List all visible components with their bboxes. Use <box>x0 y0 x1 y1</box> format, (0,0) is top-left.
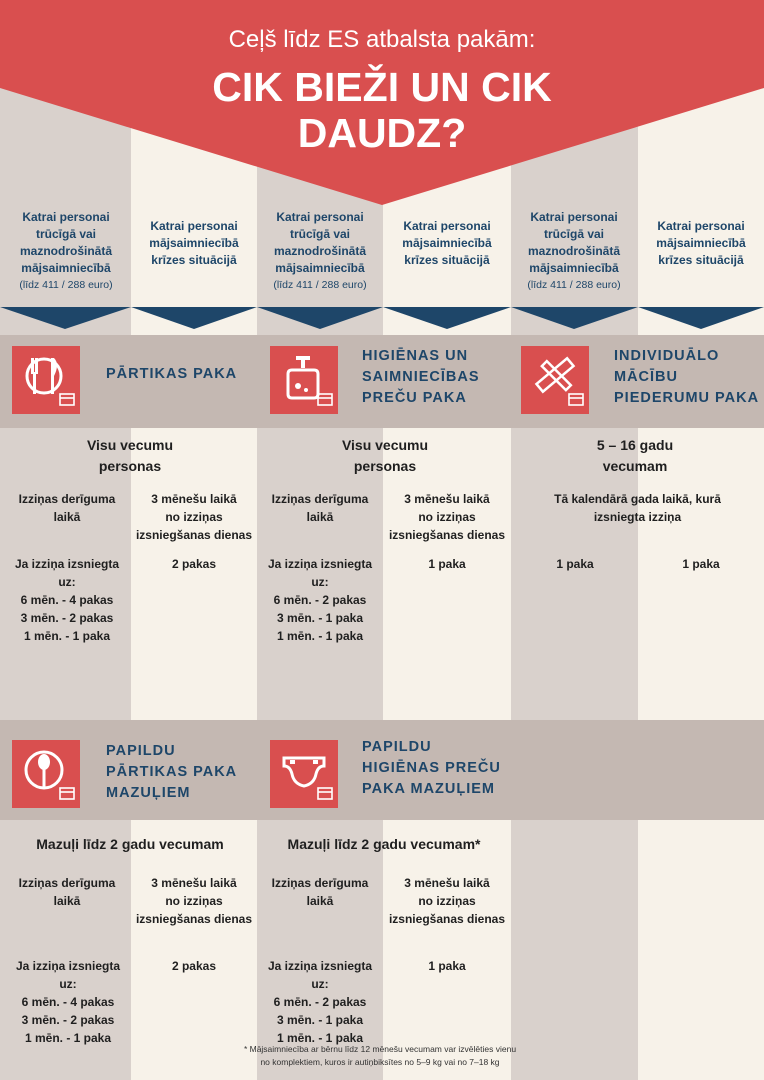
three-months-2: 3 mēnešu laikā no izziņas izsniegšanas dienas <box>388 492 506 542</box>
soap-bottle-icon <box>270 346 338 414</box>
valid-period-1: Izziņas derīguma laikā <box>18 492 116 524</box>
food-age-heading: Visu vecumu personas <box>86 437 174 474</box>
three-months-3: 3 mēnešu laikā no izziņas izsniegšanas dienas <box>135 876 253 926</box>
category-baby-food: PAPILDU PĀRTIKAS PAKA MAZUĻIEM <box>106 743 238 801</box>
category-baby-hygiene: PAPILDU HIGIĒNAS PREČU PAKA MAZUĻIEM <box>362 739 501 797</box>
valid-period-4: Izziņas derīguma laikā <box>271 876 369 908</box>
diaper-icon <box>270 740 338 808</box>
pack-count-hygiene-crisis: 1 paka <box>428 557 466 571</box>
pack-count-school-poor: 1 paka <box>556 557 594 571</box>
page-title: CIK BIEŽI UN CIK DAUDZ? <box>212 64 552 156</box>
three-months-4: 3 mēnešu laikā no izziņas izsniegšanas dienas <box>388 876 506 926</box>
header-subtitle: Ceļš līdz ES atbalsta pakām: <box>228 26 536 53</box>
category-hygiene: HIGIĒNAS UN SAIMNIECĪBAS PREČU PAKA <box>362 348 480 406</box>
issued-breakdown-1: Ja izziņa izsniegta uz: 6 mēn. - 4 pakas 3 mēn. - 2 pakas 1 mēn. - 1 paka <box>14 557 120 643</box>
category-food: PĀRTIKAS PAKA <box>106 366 238 382</box>
target-crisis-3: Katrai personai mājsaimniecībā krīzes situācijā <box>656 219 746 267</box>
ruler-pencil-icon <box>521 346 589 414</box>
school-age-heading: 5 – 16 gadu vecumam <box>596 437 674 474</box>
footnote: * Mājsaimniecība ar bērnu līdz 12 mēnešu vecumam var izvēlēties vienu no komplektiem, kuros ir autiņbiksītes no 5–9 kg vai no 7–18 kg <box>243 1044 517 1067</box>
valid-period-2: Izziņas derīguma laikā <box>271 492 369 524</box>
baby-hygiene-age-heading: Mazuļi līdz 2 gadu vecumam* <box>287 836 481 852</box>
valid-period-3: Izziņas derīguma laikā <box>18 876 116 908</box>
target-poor-2: Katrai personai trūcīgā vai maznodrošinātā mājsaimniecībā (līdz 411 / 288 euro) <box>273 210 367 291</box>
hygiene-age-heading: Visu vecumu personas <box>341 437 429 474</box>
pack-count-baby-hygiene-crisis: 1 paka <box>428 959 466 973</box>
food-icon <box>12 346 80 414</box>
pack-count-food-crisis: 2 pakas <box>171 557 217 571</box>
category-school: INDIVIDUĀLO MĀCĪBU PIEDERUMU PAKA <box>614 348 760 406</box>
issued-breakdown-2: Ja izziņa izsniegta uz: 6 mēn. - 2 pakas 3 mēn. - 1 paka 1 mēn. - 1 paka <box>267 557 373 643</box>
target-poor-1: Katrai personai trūcīgā vai maznodrošinātā mājsaimniecībā (līdz 411 / 288 euro) <box>19 210 113 291</box>
baby-food-age-heading: Mazuļi līdz 2 gadu vecumam <box>36 836 224 852</box>
column-arrows <box>0 307 764 337</box>
target-crisis-2: Katrai personai mājsaimniecībā krīzes situācijā <box>402 219 492 267</box>
target-poor-3: Katrai personai trūcīgā vai maznodrošinātā mājsaimniecībā (līdz 411 / 288 euro) <box>527 210 621 291</box>
calendar-year: Tā kalendārā gada laikā, kurā izsniegta izziņa <box>554 492 721 524</box>
pack-count-school-crisis: 1 paka <box>682 557 720 571</box>
three-months-1: 3 mēnešu laikā no izziņas izsniegšanas dienas <box>135 492 253 542</box>
target-crisis-1: Katrai personai mājsaimniecībā krīzes situācijā <box>149 219 239 267</box>
issued-breakdown-4: Ja izziņa izsniegta uz: 6 mēn. - 2 pakas 3 mēn. - 1 paka 1 mēn. - 1 paka <box>267 959 373 1045</box>
baby-food-icon <box>12 740 80 808</box>
issued-breakdown-3: Ja izziņa izsniegta uz: 6 mēn. - 4 pakas 3 mēn. - 2 pakas 1 mēn. - 1 paka <box>15 959 121 1045</box>
pack-count-baby-food-crisis: 2 pakas <box>171 959 217 973</box>
